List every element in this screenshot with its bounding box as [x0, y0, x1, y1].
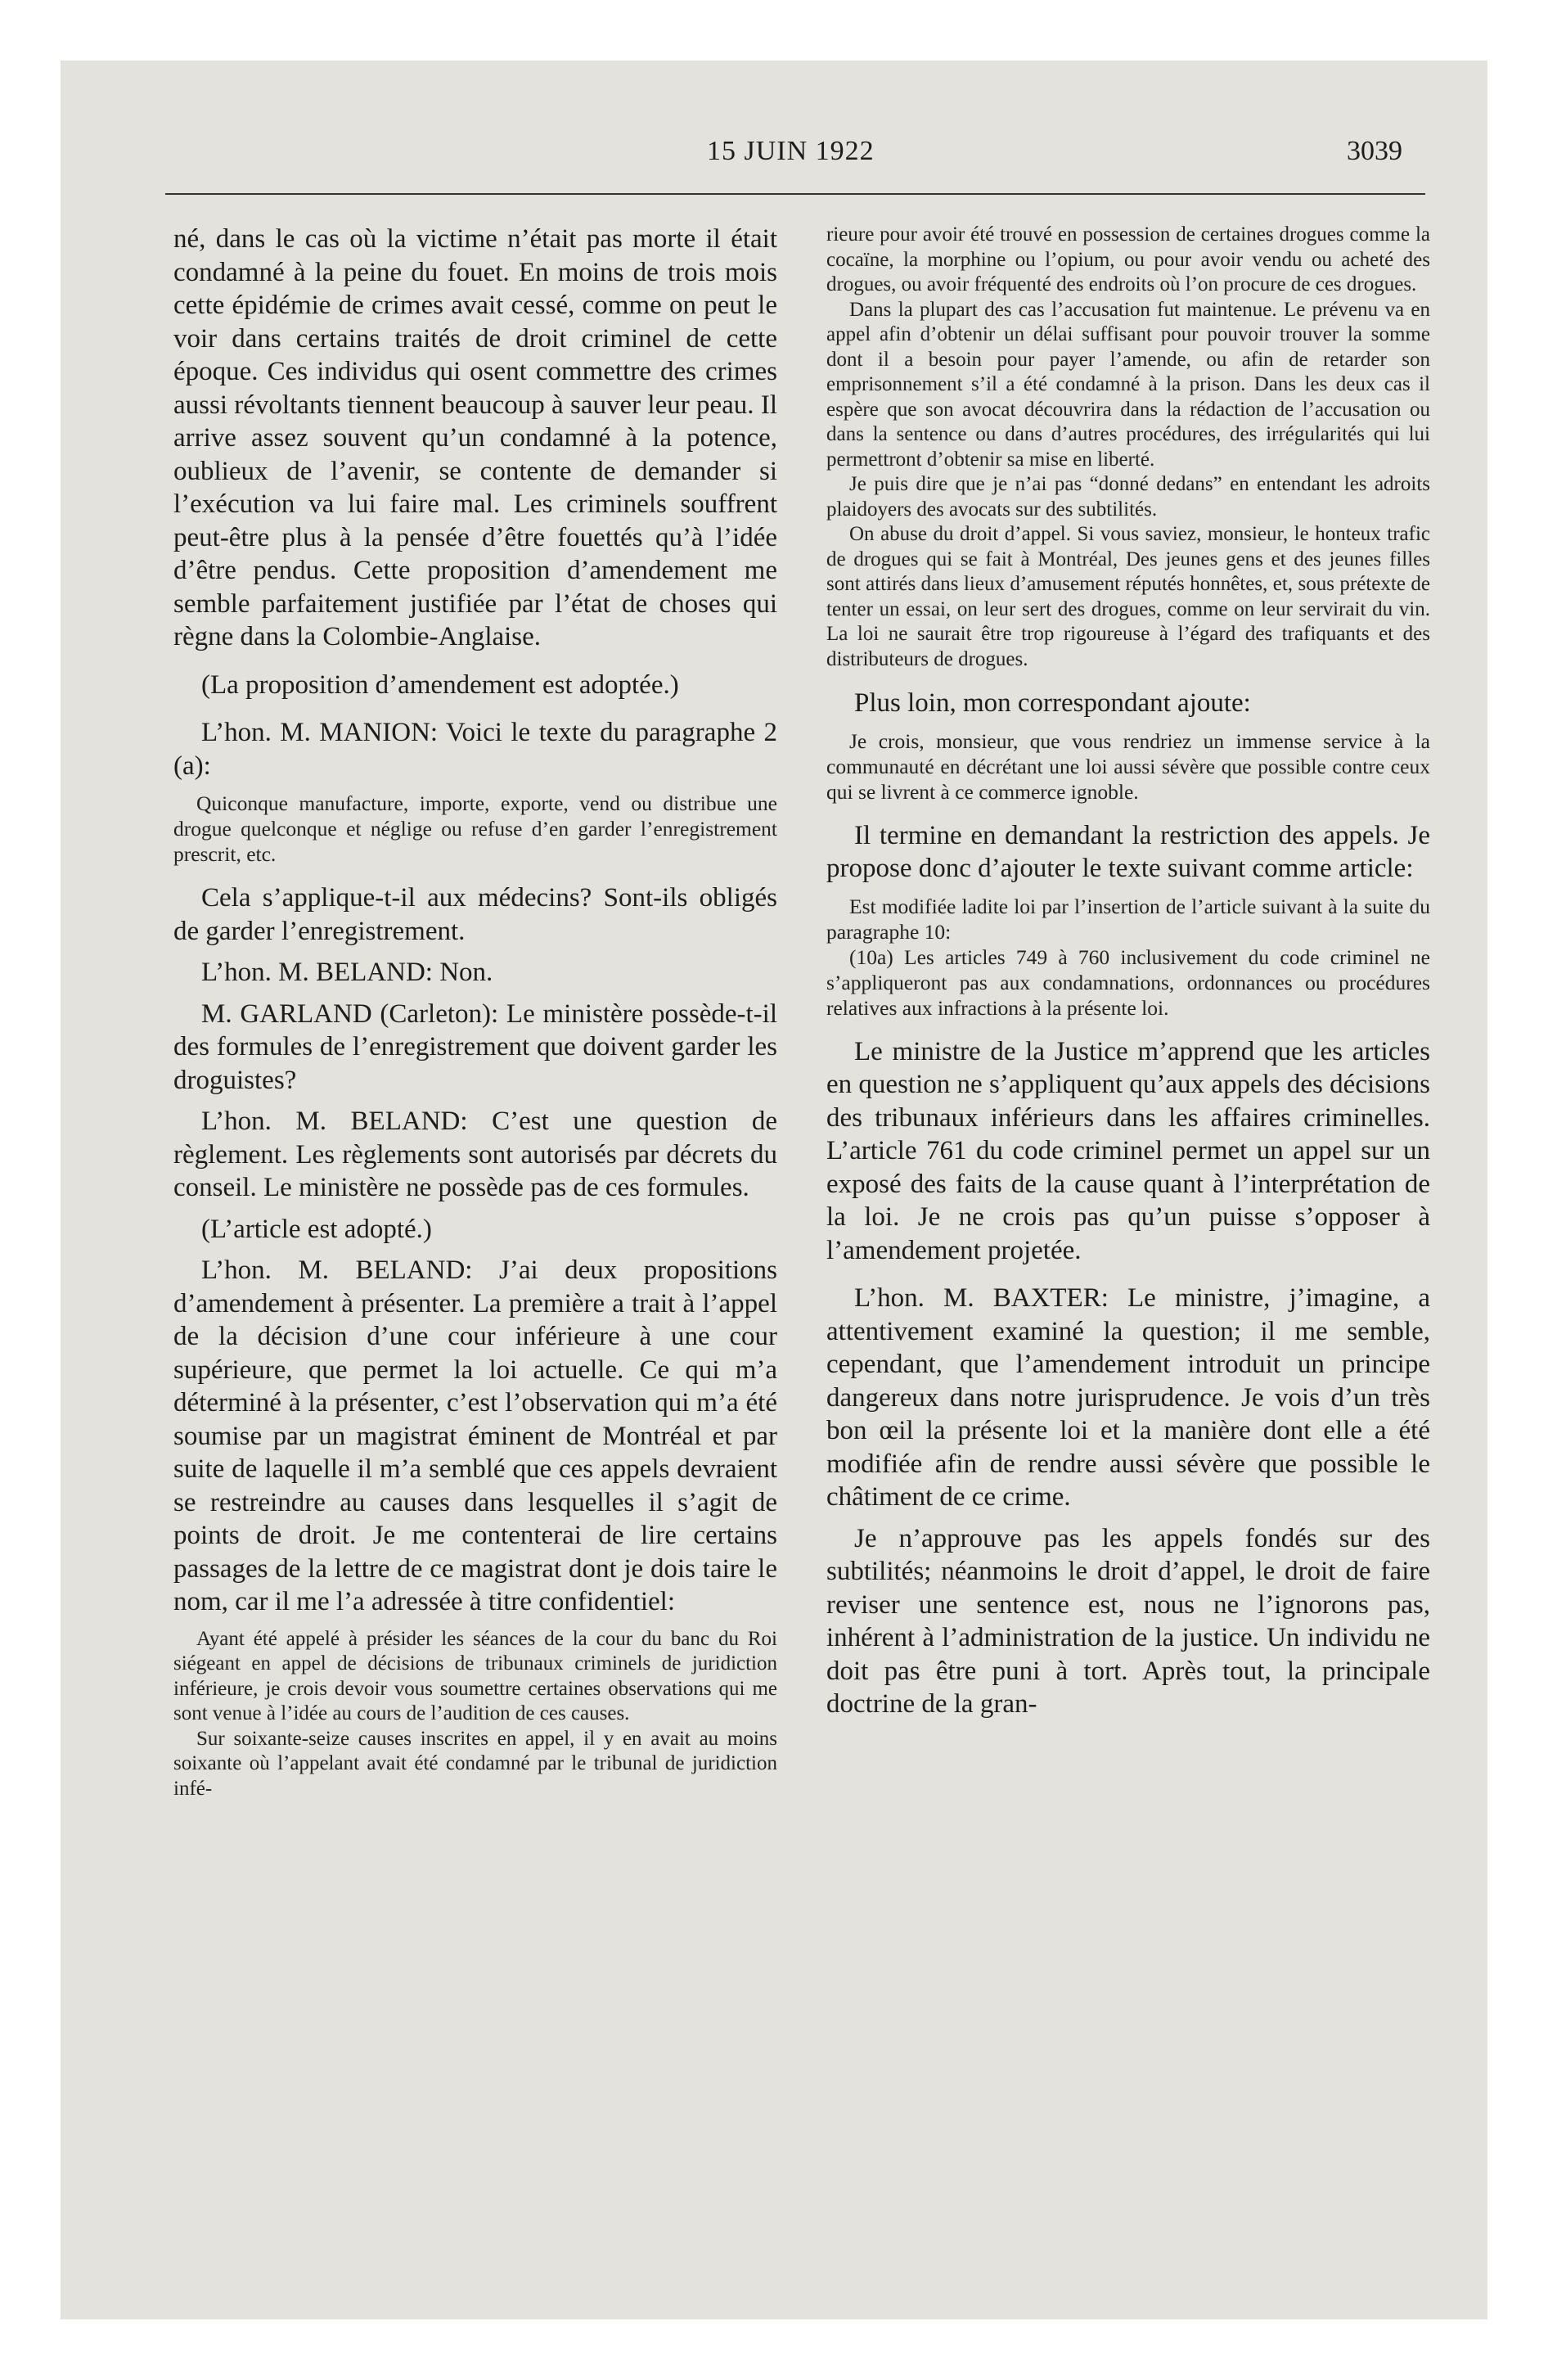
right-column [826, 223, 1430, 1721]
paragraph: L’hon. M. BELAND: C’est une question de règlement. Les règlements sont autorisés par décrets du conseil. Le ministère ne possède pas de ces formules. [173, 1107, 777, 1202]
header-rule [165, 193, 1425, 195]
paragraph: Plus loin, mon correspondant ajoute: [854, 688, 1251, 718]
scanned-page [61, 61, 1487, 2319]
quotation: Est modifiée ladite loi par l’insertion de l’article suivant à la suite du paragraphe 10: [826, 894, 1430, 944]
paragraph: (L’article est adopté.) [201, 1214, 432, 1244]
quotation: Quiconque manufacture, importe, exporte, vend ou distribue une drogue quelconque et néglige ou refuse d’en garder l’enregistrement prescrit, etc. [173, 791, 777, 866]
quotation: Sur soixante-seize causes inscrites en appel, il y en avait au moins soixante où l’appelant avait été condamné par le tribunal de juridiction infé- [173, 1727, 777, 1800]
quotation: Ayant été appelé à présider les séances de la cour du banc du Roi siégeant en appel de décisions de tribunaux criminels de juridiction inférieure, je crois devoir vous soumettre certaines observations qui me sont venue à l’idée au cours de l’audition de ces causes. [173, 1627, 777, 1724]
page-header [61, 136, 1487, 185]
quotation: On abuse du droit d’appel. Si vous saviez, monsieur, le honteux trafic de drogues qui se fait à Montréal, Des jeunes gens et des jeunes filles sont attirés dans lieux d’amusement réputés honnêtes, et, sous prétexte de tenter un essai, on leur sert des drogues, comme on leur servirait du vin. La loi ne saurait être trop rigoureuse à l’égard des trafiquants et des distributeurs de drogues. [826, 523, 1430, 670]
quotation: Dans la plupart des cas l’accusation fut maintenue. Le prévenu va en appel afin d’obtenir un délai suffisant pour pouvoir trouver la somme dont il a besoin pour payer l’amende, ou afin de retarder son emprisonnement s’il a été condamné à la prison. Dans les deux cas il espère que son avocat découvrira dans la rédaction de l’accusation ou dans la sentence ou dans d’autres procédures, des irrégularités qui lui permettront d’obtenir sa mise en liberté. [826, 298, 1430, 471]
paragraph: Le ministre de la Justice m’apprend que les articles en question ne s’appliquent qu’aux appels des décisions des tribunaux inférieurs dans les affaires criminelles. L’article 761 du code criminel permet un appel sur un exposé des faits de la cause quant à l’interprétation de la loi. Je ne crois pas qu’un puisse s’opposer à l’amendement projetée. [826, 1036, 1430, 1265]
paragraph: (La proposition d’amendement est adoptée.) [201, 669, 679, 700]
paragraph: Cela s’applique-t-il aux médecins? Sont-ils obligés de garder l’enregistrement. [173, 883, 777, 946]
paragraph: L’hon. M. BELAND: Non. [201, 958, 493, 987]
page-number: 3039 [1347, 136, 1402, 166]
paragraph: Je n’approuve pas les appels fondés sur des subtilités; néanmoins le droit d’appel, le droit de faire reviser une sentence est, nous ne l’ignorons pas, inhérent à l’administration de la justice. Un individu ne doit pas être puni à tort. Après tout, la principale doctrine de la gran- [826, 1523, 1430, 1719]
paragraph: L’hon. M. MANION: Voici le texte du paragraphe 2 (a): [173, 718, 777, 781]
quotation: rieure pour avoir été trouvé en possession de certaines drogues comme la cocaïne, la morphine ou l’opium, ou pour avoir vendu ou acheté des drogues, ou avoir fréquenté des endroits où l’on procure de ces drogues. [826, 223, 1430, 295]
quotation: Je crois, monsieur, que vous rendriez un immense service à la communauté en décrétant une loi aussi sévère que possible contre ceux qui se livrent à ce commerce ignoble. [826, 728, 1430, 804]
paragraph: M. GARLAND (Carleton): Le ministère possède-t-il des formules de l’enregistrement que doivent garder les droguistes? [173, 998, 777, 1095]
paragraph: né, dans le cas où la victime n’était pas morte il était condamné à la peine du fouet. En moins de trois mois cette épidémie de crimes avait cessé, comme on peut le voir dans certains traités de droit criminel de cette époque. Ces individus qui osent commettre des crimes aussi révoltants tiennent beaucoup à sauver leur peau. Il arrive assez souvent qu’un condamné à la potence, oublieux de l’avenir, se contente de demander si l’exécution va lui faire mal. Les criminels souffrent peut-être plus à la pensée d’être fouettés qu’à l’idée d’être pendus. Cette proposition d’amendement me semble parfaitement justifiée par l’état de choses qui règne dans la Colombie-Anglaise. [173, 224, 777, 651]
left-column [173, 223, 777, 1801]
paragraph: L’hon. M. BAXTER: Le ministre, j’imagine, a attentivement examiné la question; il me semble, cependant, que l’amendement introduit un principe dangereux dans notre jurisprudence. Je vois d’un très bon œil la présente loi et la manière dont elle a été modifiée afin de rendre aussi sévère que possible le châtiment de ce crime. [826, 1283, 1430, 1512]
paragraph: L’hon. M. BELAND: J’ai deux propositions d’amendement à présenter. La première a trait à l’appel de la décision d’une cour inférieure à une cour supérieure, que permet la loi actuelle. Ce qui m’a déterminé à la présenter, c’est l’observation qui m’a été soumise par un magistrat éminent de Montréal et par suite de laquelle il m’a semblé que ces appels devraient se restreindre au causes dans lesquelles il s’agit de points de droit. Je me contenterai de lire certains passages de la lettre de ce magistrat dont je dois taire le nom, car il me l’a adressée à titre confidentiel: [173, 1255, 777, 1616]
paragraph: Il termine en demandant la restriction des appels. Je propose donc d’ajouter le texte suivant comme article: [826, 820, 1430, 883]
page-date: 15 JUIN 1922 [707, 136, 875, 166]
quotation: (10a) Les articles 749 à 760 inclusivement du code criminel ne s’appliqueront pas aux condamnations, ordonnances ou procédures relatives aux infractions à la présente loi. [826, 944, 1430, 1020]
quotation: Je puis dire que je n’ai pas “donné dedans” en entendant les adroits plaidoyers des avocats sur des subtilités. [826, 473, 1430, 521]
